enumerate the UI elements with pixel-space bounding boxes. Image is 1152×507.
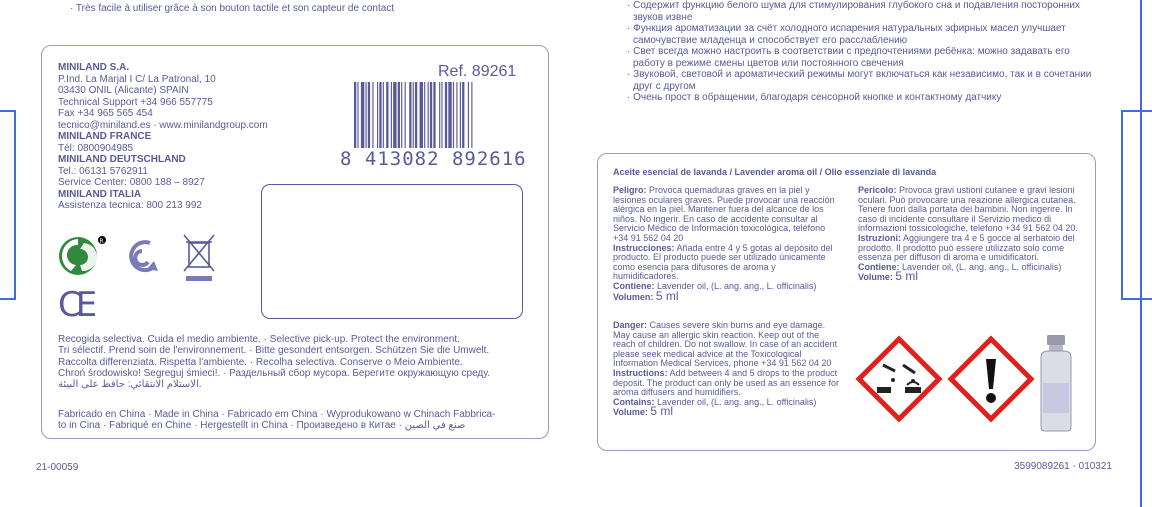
green-dot-icon [59, 236, 106, 275]
barcode-number: 8 413082 892616 [340, 148, 527, 170]
label: Danger: [613, 320, 648, 330]
contact-line: 03430 ONIL (Alicante) SPAIN [58, 85, 189, 96]
feature-item: · Содержит функцию белого шума для стимулирования глубокого сна и подавления посторонних звуков извне [627, 0, 1080, 23]
text: Añada entre 4 y 5 gotas al depósito del producto. El producto puede ser utilizado únicamente como esencia para difusores de aroma y humidificadores. [613, 242, 833, 282]
recycle-arrow-icon [131, 242, 158, 271]
barcode-bar [361, 82, 364, 156]
guide-line-left [14, 110, 16, 300]
label: Contiene: [613, 280, 655, 291]
barcode-bar [409, 82, 411, 156]
label: Istruzioni: [858, 232, 901, 243]
contact-line: Tel.: 06131 5762911 [58, 165, 148, 177]
feature-line-fr: · Très facile à utiliser grâce à son bouton tactile et son capteur de contact [70, 3, 395, 14]
guide-line-right-top [1121, 110, 1152, 112]
document-code-right: 3599089261 - 010321 [1014, 461, 1112, 472]
contact-line: MINILAND DEUTSCHLAND [58, 154, 186, 165]
contact-line: MINILAND S.A. [58, 62, 130, 73]
label: Instrucciones: [613, 242, 675, 253]
guide-line-right-bottom [1121, 298, 1152, 300]
label: Instructions: [613, 367, 668, 378]
text: Lavender oil, (L. ang. ang., L. officinalis) [654, 280, 817, 291]
text: Provoca gravi ustioni cutanee e gravi lesioni oculari. Può provocare una reazione allergica cutanea. Tenere fuori dalla portata dei bambini. Non ingerire. In caso di incidente consultare il Servizio medico di informazioni tossicologiche, telefono +34 91 562 04 20. [858, 185, 1078, 234]
contact-line: tecnico@miniland.es · www.minilandgroup.com [58, 119, 268, 131]
label: Peligro: [613, 185, 647, 195]
document-code-left: 21-00059 [36, 462, 79, 473]
barcode-bar [445, 82, 447, 156]
contact-line: MINILAND FRANCE [58, 131, 152, 142]
barcode-bar [428, 82, 429, 156]
barcode-bar [424, 82, 425, 156]
ce-mark-icon: CE [58, 285, 92, 325]
feature-list-ru [627, 0, 1097, 104]
reference-number: Ref. 89261 [438, 63, 517, 80]
crossed-bin-icon [184, 235, 214, 281]
barcode-bar [379, 82, 381, 156]
made-in-line: to in Cina · Fabriqué en Chine · Hergestellt in China · Произведено в Китае · صنع في الصين [58, 420, 466, 432]
barcode-bar [453, 82, 454, 156]
made-in-line: Fabricado en China · Made in China · Fabricado em China · Wyprodukowano w Chinach Fabbrica- [58, 409, 496, 420]
barcode-bar [448, 82, 451, 156]
barcode-bar [462, 82, 464, 156]
recycling-icons-row [58, 231, 228, 286]
corrosive-hazard-icon [859, 339, 939, 419]
svg-text:R: R [99, 238, 104, 245]
text: Lavender oil, (L. ang. ang., L. officinalis) [899, 261, 1062, 272]
barcode-bar [456, 82, 457, 156]
barcode-bar [393, 82, 396, 156]
label: Contains: [613, 396, 655, 407]
barcode-bar [377, 82, 378, 156]
exclamation-hazard-icon [951, 339, 1031, 419]
feature-item: · Очень прост в обращении, благодаря сенсорной кнопке и контактному датчику [627, 92, 1002, 103]
lavender-text-en [613, 321, 841, 418]
feature-item: · Звуковой, световой и ароматический режимы могут включаться как независимо, так и в сочетании друг с другом [627, 69, 1092, 92]
barcode-bar [430, 82, 432, 156]
text: Add between 4 and 5 drops to the product deposit. The product can only be used as an essence for aroma diffusers and humidifiers. [613, 367, 839, 398]
barcode-bar [433, 82, 435, 156]
contact-line: P.Ind. La Marjal I C/ La Patronal, 10 [58, 73, 216, 85]
environment-line: Tri sélectif. Prend soin de l'environnement. · Bitte gesondert entsorgen. Schützen Sie die Umwelt. [58, 345, 490, 357]
label: Contiene: [858, 261, 900, 272]
barcode-bar [391, 82, 392, 156]
lavender-text-es [613, 186, 841, 302]
barcode-bar [372, 82, 373, 156]
contact-line: Service Center: 0800 188 – 8927 [58, 177, 205, 188]
lavender-oil-title: Aceite esencial de lavanda / Lavender aroma oil / Olio essenziale di lavanda [613, 167, 937, 177]
barcode-bar [405, 82, 406, 156]
barcode-bar [401, 82, 402, 156]
hazard-pictograms [855, 335, 1095, 435]
barcode-bar [398, 82, 400, 156]
company-contact-block [58, 62, 268, 212]
contact-line: Technical Support +34 966 557775 [58, 96, 213, 108]
text: Causes severe skin burns and eye damage. May cause an allergic skin reaction. Keep out of the reach of children. Do not swallow. In case of an accident please seek medical advice at the Toxicological Information Medical Services, phone +34 91 562 04 20 [613, 320, 838, 369]
feature-item: · Функция ароматизации за счёт холодного испарения натуральных эфирных масел улучшает самочувствие младенца и способствует его расслаблению [627, 23, 1066, 46]
barcode-bar [383, 82, 384, 156]
environment-line: Chroń środowisko! Segreguj śmieci!. · Раздельный сбор мусора. Берегите окружающую среду. [58, 367, 491, 379]
label: Pericolo: [858, 185, 897, 195]
barcode-bar [460, 82, 461, 156]
barcode-bar [420, 82, 423, 156]
contact-line: MINILAND ITALIA [58, 188, 142, 200]
barcode-bar [386, 82, 388, 156]
label: Volume: [858, 272, 893, 283]
text: Provoca quemaduras graves en la piel y lesiones oculares graves. Puede provocar una reacción alérgica en la piel. Mantener fuera del alcance de los niños. No ingerir. En caso de accidente consultar al Servicio Médico de Información toxicológica, teléfono +34 91 562 04 20 [613, 185, 835, 243]
environment-line: Raccolta differenziata. Rispetta l'ambiente. · Recolha selectiva. Conserve o Meio Ambiente. [58, 356, 463, 368]
barcode-bar [368, 82, 370, 156]
guide-line-right [1121, 110, 1123, 300]
made-in-china-notice [58, 409, 538, 432]
environment-notice [58, 334, 538, 390]
volume-value: 5 ml [655, 288, 679, 303]
barcode-bar [441, 82, 442, 156]
text: Lavender oil, (L. ang. ang., L. officinalis) [654, 396, 817, 407]
volume-value: 5 ml [650, 404, 674, 419]
volume-value: 5 ml [895, 269, 919, 284]
guide-line-left-top [0, 110, 16, 112]
barcode-bar [366, 82, 367, 156]
environment-line: Recogida selectiva. Cuida el medio ambiente. · Selective pick-up. Protect the environment. [58, 334, 460, 345]
blank-label-area [261, 184, 523, 319]
contact-line: Fax +34 965 565 454 [58, 108, 153, 119]
environment-line: الاستلام الانتقائي: حافظ على البيئة. [58, 379, 202, 391]
guide-line-left-bottom [0, 298, 16, 300]
oil-bottle-icon [1041, 335, 1071, 431]
label: Volumen: [613, 291, 654, 302]
contact-line: Assistenza tecnica: 800 213 992 [58, 200, 202, 211]
lavender-text-it [858, 186, 1086, 283]
contact-line: Tél: 0800904985 [58, 142, 134, 154]
feature-item: · Свет всегда можно настроить в соответствии с предпочтениями ребёнка: можно задавать его работу в режиме смены цветов или постоянного свечения [627, 46, 1070, 69]
barcode-bar [439, 82, 440, 156]
guide-line-far-right [1140, 0, 1142, 507]
text: Aggiungere tra 4 e 5 gocce al serbatoio del prodotto. Il prodotto può essere utilizzato solo come essenza per diffusori di aroma e umidificatori. [858, 232, 1075, 263]
barcode-bar [415, 82, 417, 156]
label: Volume: [613, 407, 648, 418]
